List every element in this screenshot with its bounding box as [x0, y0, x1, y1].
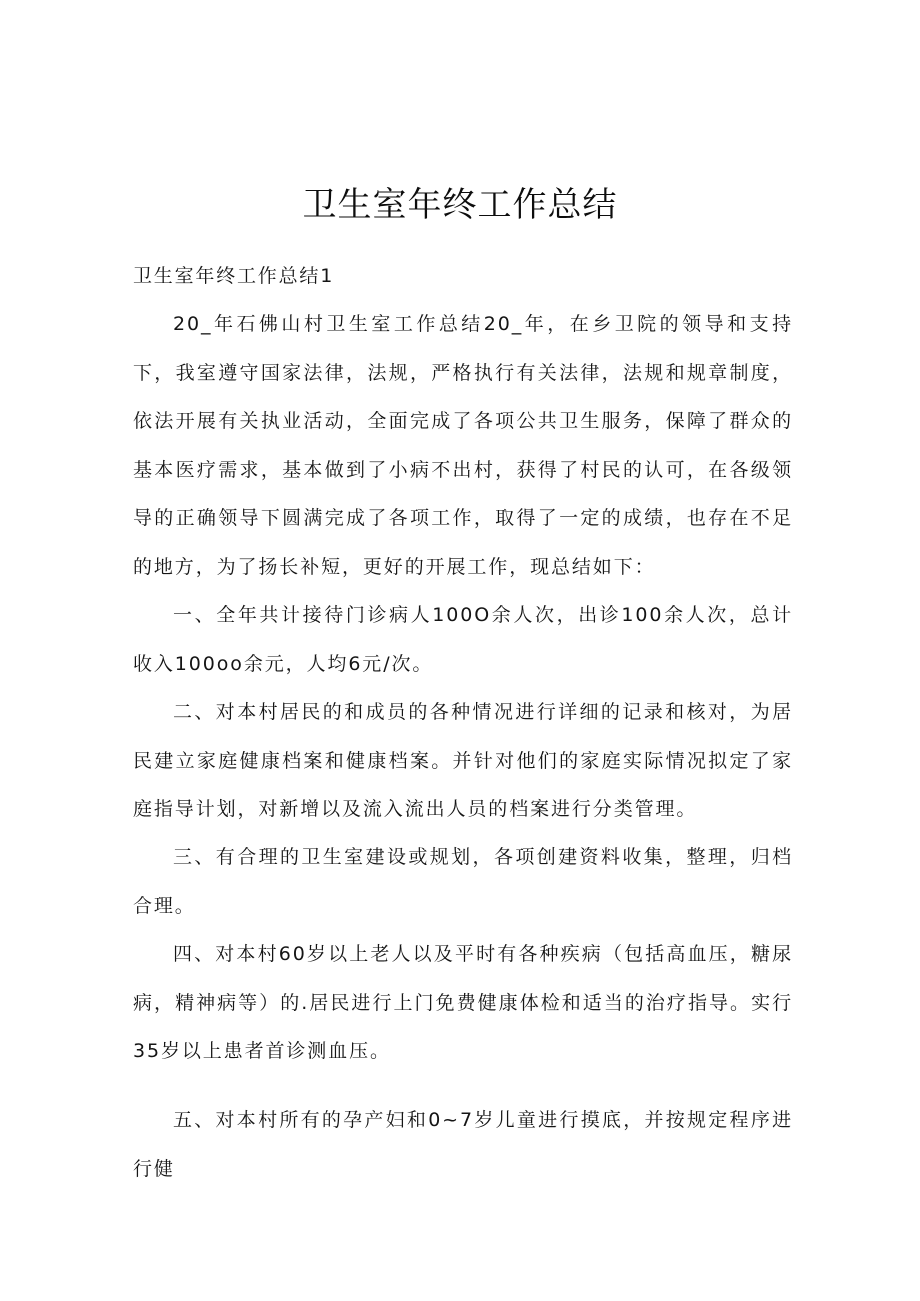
paragraph-item-4: 四、对本村60岁以上老人以及平时有各种疾病（包括高血压，糖尿病，精神病等）的.居民进行上门免费健康体检和适当的治疗指导。实行35岁以上患者首诊测血压。 — [133, 943, 793, 1062]
paragraph-item-1: 一、全年共计接待门诊病人100O余人次，出诊100余人次，总计收入100oo余元，人均6元/次。 — [133, 604, 793, 675]
paragraph-item-2: 二、对本村居民的和成员的各种情况进行详细的记录和核对，为居民建立家庭健康档案和健康档案。并针对他们的家庭实际情况拟定了家庭指导计划，对新增以及流入流出人员的档案进行分类管理。 — [133, 701, 793, 820]
paragraph-item-3: 三、有合理的卫生室建设或规划，各项创建资料收集，整理，归档合理。 — [133, 846, 793, 917]
paragraph-intro: 20_年石佛山村卫生室工作总结20_年，在乡卫院的领导和支持下，我室遵守国家法律，法规，严格执行有关法律，法规和规章制度，依法开展有关执业活动，全面完成了各项公共卫生服务，保障了群众的基本医疗需求，基本做到了小病不出村，获得了村民的认可，在各级领导的正确领导下圆满完成了各项工作，取得了一定的成绩，也存在不足的地方，为了扬长补短，更好的开展工作，现总结如下： — [133, 313, 793, 578]
page-title: 卫生室年终工作总结 — [302, 184, 618, 225]
section-heading: 卫生室年终工作总结1 — [133, 265, 335, 287]
paragraph-item-5: 五、对本村所有的孕产妇和0~7岁儿童进行摸底，并按规定程序进行健 — [133, 1109, 793, 1180]
